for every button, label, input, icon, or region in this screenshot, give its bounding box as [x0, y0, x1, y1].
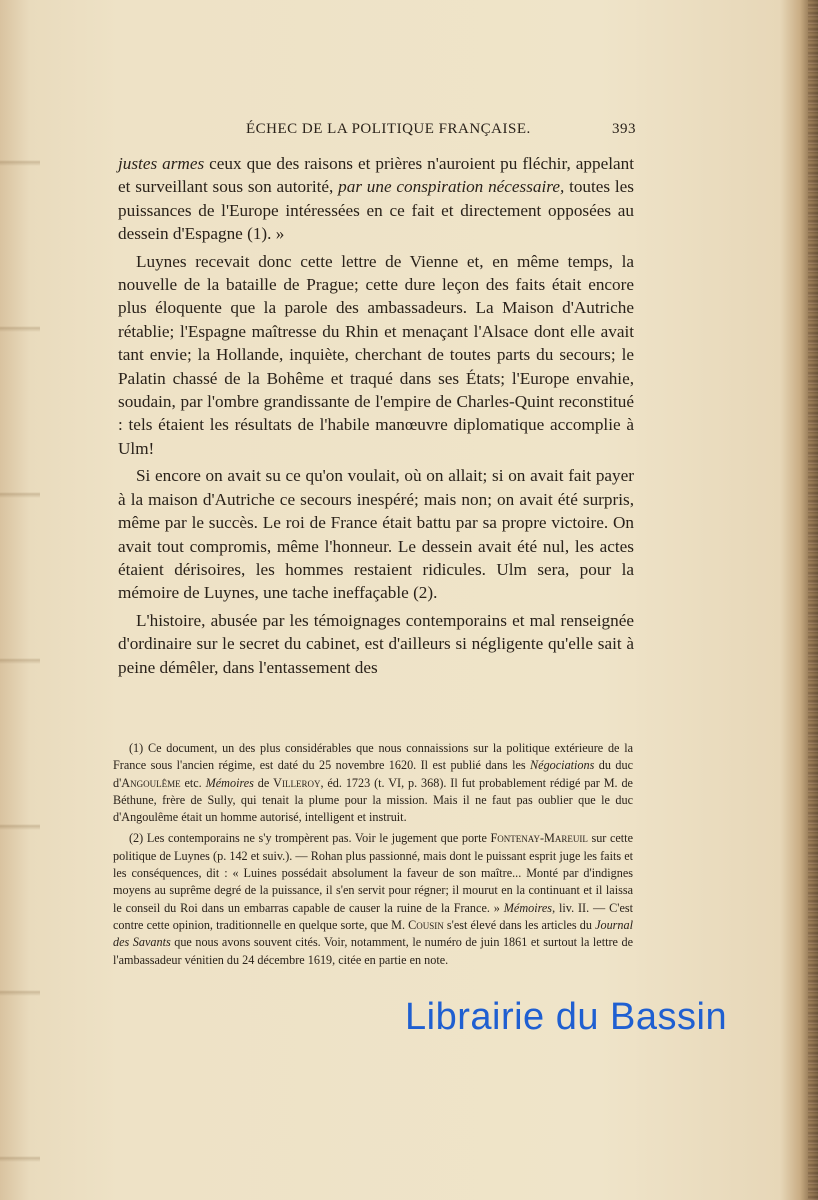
footnote-2	[113, 830, 633, 968]
text-run: (1) Ce document, un des plus considérables que nous connaissions sur la politique extérieure de la France sous l'ancien régime, est daté du 25 novembre 1620. Il est publié dans les	[113, 741, 633, 773]
running-header	[116, 121, 636, 141]
paragraph-3: Si encore on avait su ce qu'on voulait, où on allait; si on avait fait payer à la maison d'Autriche ce secours inespéré; mais non; on avait été surpris, même par le succès. Le roi de France était battu par sa propre victoire. On avait tout compromis, même l'honneur. Le dessein avait été nul, les actes étaient dérisoires, les hommes restaient ridicules. Ulm sera, pour la mémoire de Luynes, une tache ineffaçable (2).	[118, 466, 634, 603]
small-caps-name: Cousin	[408, 917, 444, 932]
text-run: , liv. II. — C'est contre cette opinion, traditionnelle en quelque sorte, que M.	[113, 900, 633, 932]
italic-phrase: par une conspiration nécessaire,	[338, 177, 565, 197]
watermark-logo: Librairie du Bassin	[405, 996, 728, 1038]
italic-title: Négociations	[530, 758, 595, 773]
page-edge	[808, 0, 818, 1200]
running-title: ÉCHEC DE LA POLITIQUE FRANÇAISE.	[246, 121, 531, 137]
text-run: sur cette politique de Luynes (p. 142 et suiv.). — Rohan plus passionné, mais dont le puissant esprit juge les faits et les conséquences, dit : « Luines possédait absolument la faveur de son maître... Monté par d'indignes moyens au suprême degré de la puissance, il s'en servit pour régner; il mourut en la continuant et il laissa le conseil du Roi dans un embarras capable de causer la ruine de la France. »	[113, 831, 633, 915]
text-run: du duc d'	[113, 758, 633, 790]
text-run: de	[253, 775, 274, 790]
small-caps-name: Fontenay-Mareuil	[490, 831, 588, 846]
paragraph-4: L'histoire, abusée par les témoignages contemporains et mal renseignée d'ordinaire sur le secret du cabinet, est d'ailleurs si négligente qu'elle sait à peine démêler, dans l'entassement des	[118, 610, 634, 677]
text-run: toutes les puissances de l'Europe intéressées en ce fait et directement opposées au dessein d'Espagne (1). »	[118, 177, 634, 244]
footnotes	[113, 740, 633, 969]
page-number: 393	[612, 121, 636, 137]
footnote-1	[113, 740, 633, 826]
text-run: ceux que des raisons et prières n'auroient pu fléchir, appelant et surveillant sous son autorité,	[118, 154, 634, 197]
italic-title: Mémoires	[205, 775, 254, 790]
paragraph-2: Luynes recevait donc cette lettre de Vienne et, en même temps, la nouvelle de la bataille de Prague; cette dure leçon des faits était encore plus éloquente que la parole des ambassadeurs. La Maison d'Autriche rétablie; l'Espagne maîtresse du Rhin et menaçant l'Alsace dont elle avait tant envie; la Hollande, inquiète, cherchant de toutes parts du secours; le Palatin chassé de la Bohême et traqué dans ses États; l'Europe envahie, soudain, par l'ombre grandissante de l'empire de Charles-Quint reconstitué : tels étaient les résultats de l'habile manœuvre diplomatique accomplie à Ulm!	[118, 251, 634, 458]
page-stains	[0, 0, 40, 1200]
text-run: s'est élevé dans les articles du	[443, 917, 596, 932]
main-text	[118, 152, 634, 679]
text-run: etc.	[180, 775, 206, 790]
italic-phrase: justes armes	[118, 154, 205, 173]
text-run: que nous avons souvent cités. Voir, notamment, le numéro de juin 1861 et surtout la lettre de l'ambassadeur vénitien du 24 décembre 1619, citée en partie en note.	[113, 935, 633, 967]
italic-title: Mémoires	[503, 900, 553, 915]
paragraph-1	[118, 152, 634, 246]
text-run: (2) Les contemporains ne s'y trompèrent pas. Voir le jugement que porte	[129, 831, 491, 846]
small-caps-name: Villeroy	[273, 775, 321, 790]
italic-title: Journal des Savants	[113, 917, 633, 950]
small-caps-name: Angoulême	[121, 775, 181, 790]
text-run: , éd. 1723 (t. VI, p. 368). Il fut probablement rédigé par M. de Béthune, frère de Sully, qui tenait la plume pour la mission. Mais il ne faut pas oublier que le duc d'Angoulême était un homme autorisé, intelligent et instruit.	[113, 775, 633, 825]
